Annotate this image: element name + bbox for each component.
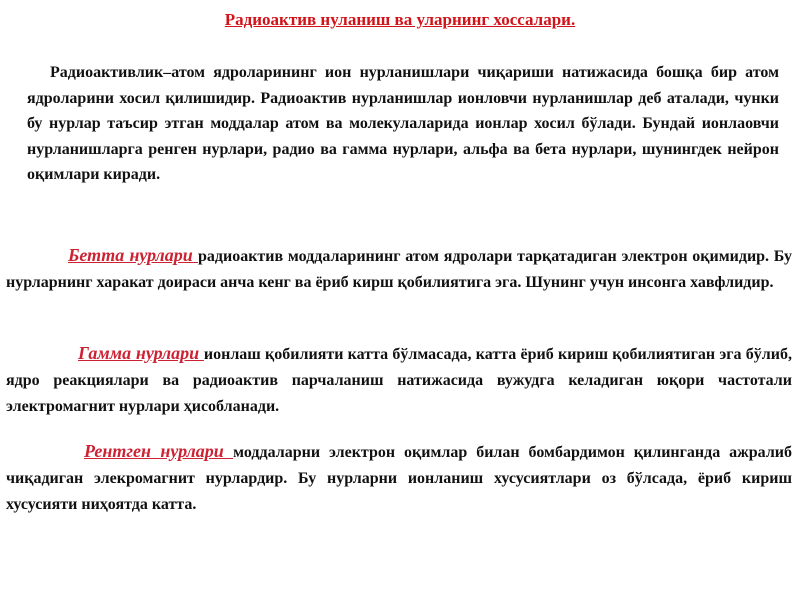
gamma-rays-term: Гамма нурлари <box>78 343 204 363</box>
beta-rays-term: Бетта нурлари <box>68 245 198 265</box>
intro-paragraph: Радиоактивлик–атом ядроларининг ион нурланишлари чиқариши натижасида бошқа бир атом ядроларини хосил қилишидир. Радиоактив нурланишлар ионловчи нурланишлар деб аталади, чунки бу нурлар таъсир этган моддалар атом ва молекулаларида ионлар хосил бўлади. Бундай ионлаовчи нурланишларга ренген нурлари, радио ва гамма нурлари, альфа ва бета нурлари, шунингдек нейрон оқимлари киради. <box>27 64 779 183</box>
xray-paragraph <box>6 438 792 518</box>
gamma-rays-paragraph <box>6 340 792 420</box>
xray-term: Рентген нурлари <box>84 441 234 461</box>
beta-rays-text: радиоактив моддаларининг атом ядролари тарқатадиган электрон оқимидир. Бу нурларнинг харакат доираси анча кенг ва ёриб кирш қобилиятига эга. Шунинг учун инсонга хавфлидир. <box>6 248 792 291</box>
beta-rays-paragraph <box>6 242 792 296</box>
xray-text: моддаларни электрон оқимлар билан бомбардимон қилинганда ажралиб чиқадиган элекромагнит нурлардир. Бу нурларни ионланиш хусусиятлари оз бўлсада, ёриб кириш хусусияти ниҳоятда катта. <box>6 444 793 513</box>
gamma-rays-text: ионлаш қобилияти катта бўлмасада, катта ёриб кириш қобилиятиган эга бўлиб, ядро реакциялари ва радиоактив парчаланиш натижасида вужудга келадиган юқори частотали электромагнит нурлари ҳисобланади. <box>6 346 792 415</box>
page-title: Радиоактив нуланиш ва уларнинг хоссалари. <box>224 10 576 29</box>
